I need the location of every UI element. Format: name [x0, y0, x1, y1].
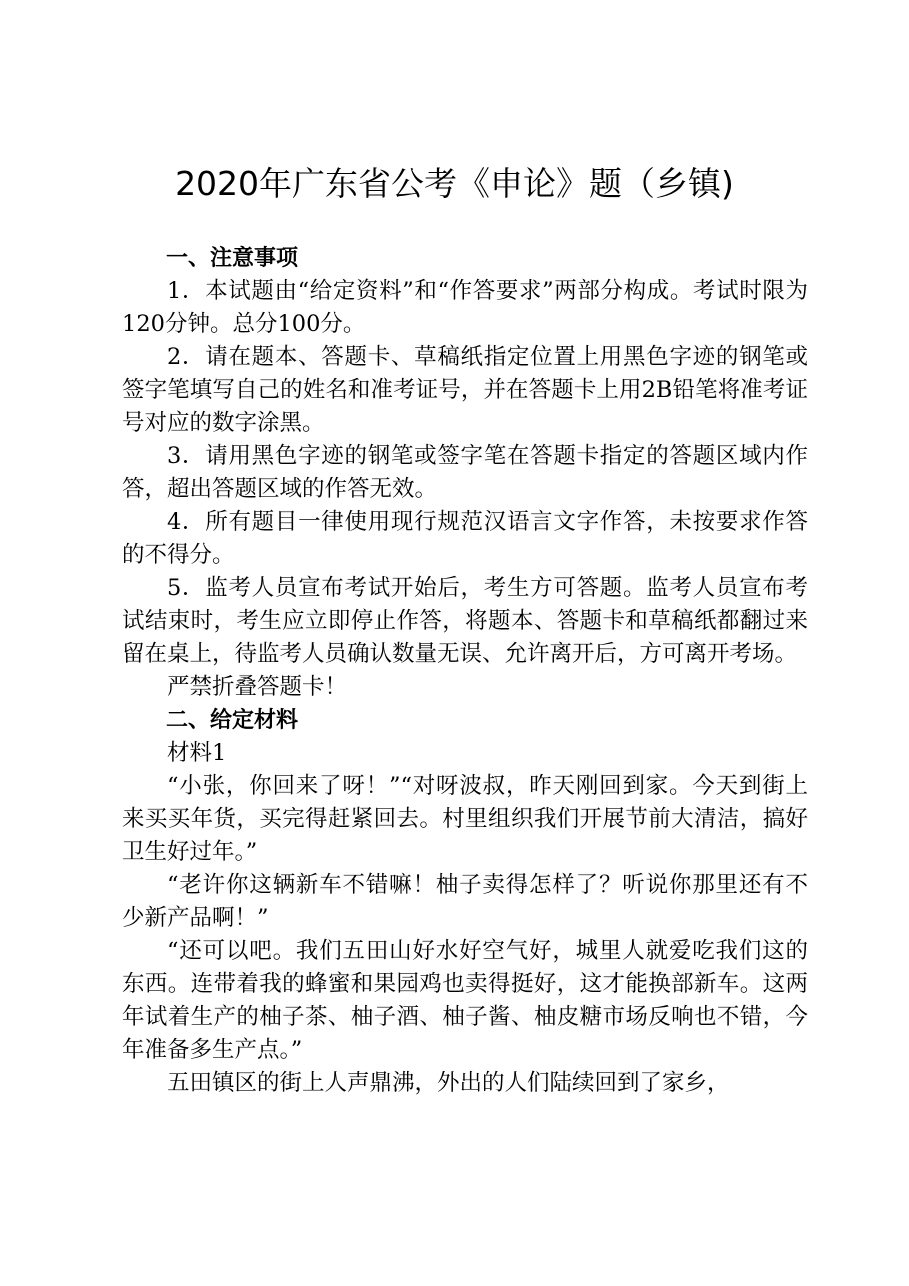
section-heading-notes: 一、注意事项	[166, 246, 299, 271]
material-label: 材料1	[167, 740, 227, 766]
paragraph-note-2: 2．请在题本、答题卡、草稿纸指定位置上用黑色字迹的钢笔或签字笔填写自己的姓名和准考证号，并在答题卡上用2B铅笔将准考证号对应的数字涂黑。	[122, 344, 808, 436]
paragraph-material-2: “老许你这辆新车不错嘛！柚子卖得怎样了？听说你那里还有不少新产品啊！”	[122, 872, 808, 931]
paragraph-material-3: “还可以吧。我们五田山好水好空气好，城里人就爱吃我们这的东西。连带着我的蜂蜜和果园鸡也卖得挺好，这才能换部新车。这两年试着生产的柚子茶、柚子酒、柚子酱、柚皮糖市场反响也不错，今年准备多生产点。”	[122, 938, 808, 1063]
paragraph-material-1: “小张，你回来了呀！”“对呀波叔，昨天刚回到家。今天到街上来买买年货，买完得赶紧回去。村里组织我们开展节前大清洁，搞好卫生好过年。”	[122, 773, 808, 865]
paragraph-note-3: 3．请用黑色字迹的钢笔或签字笔在答题卡指定的答题区域内作答，超出答题区域的作答无效。	[122, 443, 808, 502]
section-heading-materials: 二、给定材料	[166, 708, 299, 733]
paragraph-note-4: 4．所有题目一律使用现行规范汉语言文字作答，未按要求作答的不得分。	[122, 509, 808, 568]
paragraph-note-1: 1．本试题由“给定资料”和“作答要求”两部分构成。考试时限为120分钟。总分100分。	[122, 278, 808, 337]
paragraph-note-5: 5．监考人员宣布考试开始后，考生方可答题。监考人员宣布考试结束时，考生应立即停止作答，将题本、答题卡和草稿纸都翻过来留在桌上，待监考人员确认数量无误、允许离开后，方可离开考场。	[122, 575, 808, 667]
paragraph-warning: 严禁折叠答题卡！	[167, 674, 348, 700]
paragraph-material-4: 五田镇区的街上人声鼎沸，外出的人们陆续回到了家乡，	[167, 1070, 730, 1096]
document-body	[122, 242, 808, 1100]
page-title: 2020年广东省公考《申论》题（乡镇)	[175, 164, 734, 203]
